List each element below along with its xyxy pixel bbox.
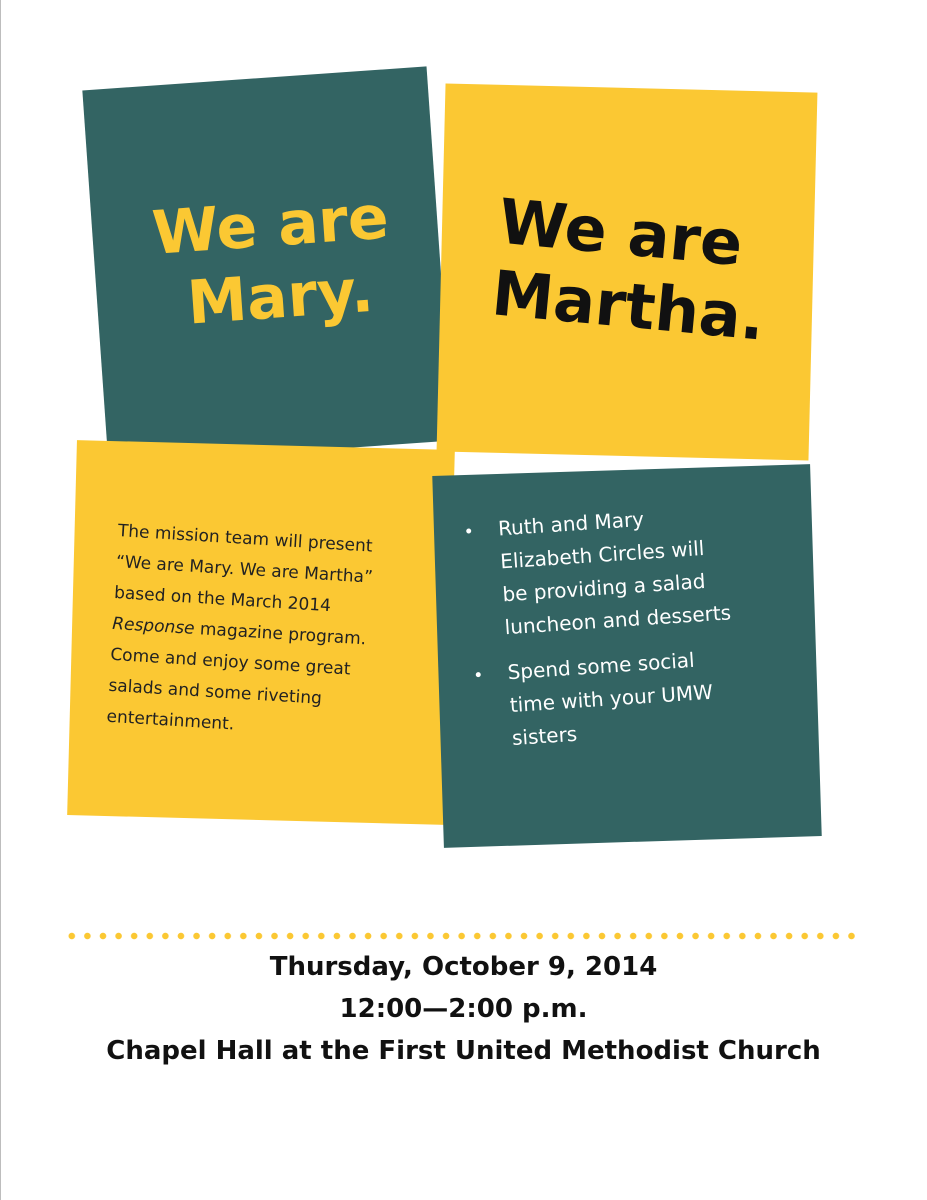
info-line: The mission team will present: [117, 521, 374, 557]
event-time: 12:00—2:00 p.m.: [339, 994, 588, 1024]
list-item-line: Spend some social: [506, 647, 696, 685]
info-line: “We are Mary. We are Martha”: [115, 552, 374, 588]
mary-headline-line2: Mary.: [185, 255, 376, 339]
info-line: salads and some riveting: [107, 675, 323, 709]
list-item-line: time with your UMW: [509, 679, 714, 718]
info-card: [67, 440, 455, 825]
list-item-line: Elizabeth Circles will: [499, 535, 706, 574]
martha-headline-line2: Martha.: [488, 256, 768, 355]
martha-headline: [489, 186, 775, 355]
details-list: [465, 493, 801, 769]
event-date: Thursday, October 9, 2014: [269, 952, 658, 982]
info-line: Come and enjoy some great: [109, 644, 352, 680]
list-item-line: luncheon and desserts: [503, 600, 732, 640]
list-item-line: sisters: [511, 721, 578, 751]
dotted-divider: [64, 932, 860, 940]
details-card: [432, 464, 821, 848]
info-line: magazine program.: [193, 618, 367, 650]
mary-headline: [150, 182, 396, 342]
event-location: Chapel Hall at the First United Methodist Church: [106, 1036, 821, 1066]
bullet-icon: [476, 672, 481, 677]
martha-card: [437, 84, 818, 461]
mary-card: [82, 66, 452, 464]
info-line: entertainment.: [105, 706, 235, 735]
magazine-title: Response: [111, 613, 196, 639]
martha-headline-line1: We are: [495, 184, 746, 281]
bullet-icon: [466, 528, 471, 533]
list-item-line: be providing a salad: [501, 568, 707, 607]
list-item: [475, 637, 801, 757]
list-item-line: Ruth and Mary: [497, 506, 645, 541]
info-paragraph: [106, 516, 419, 751]
mary-headline-line1: We are: [150, 182, 391, 269]
list-item: [465, 493, 793, 646]
info-line: based on the March 2014: [113, 582, 332, 617]
